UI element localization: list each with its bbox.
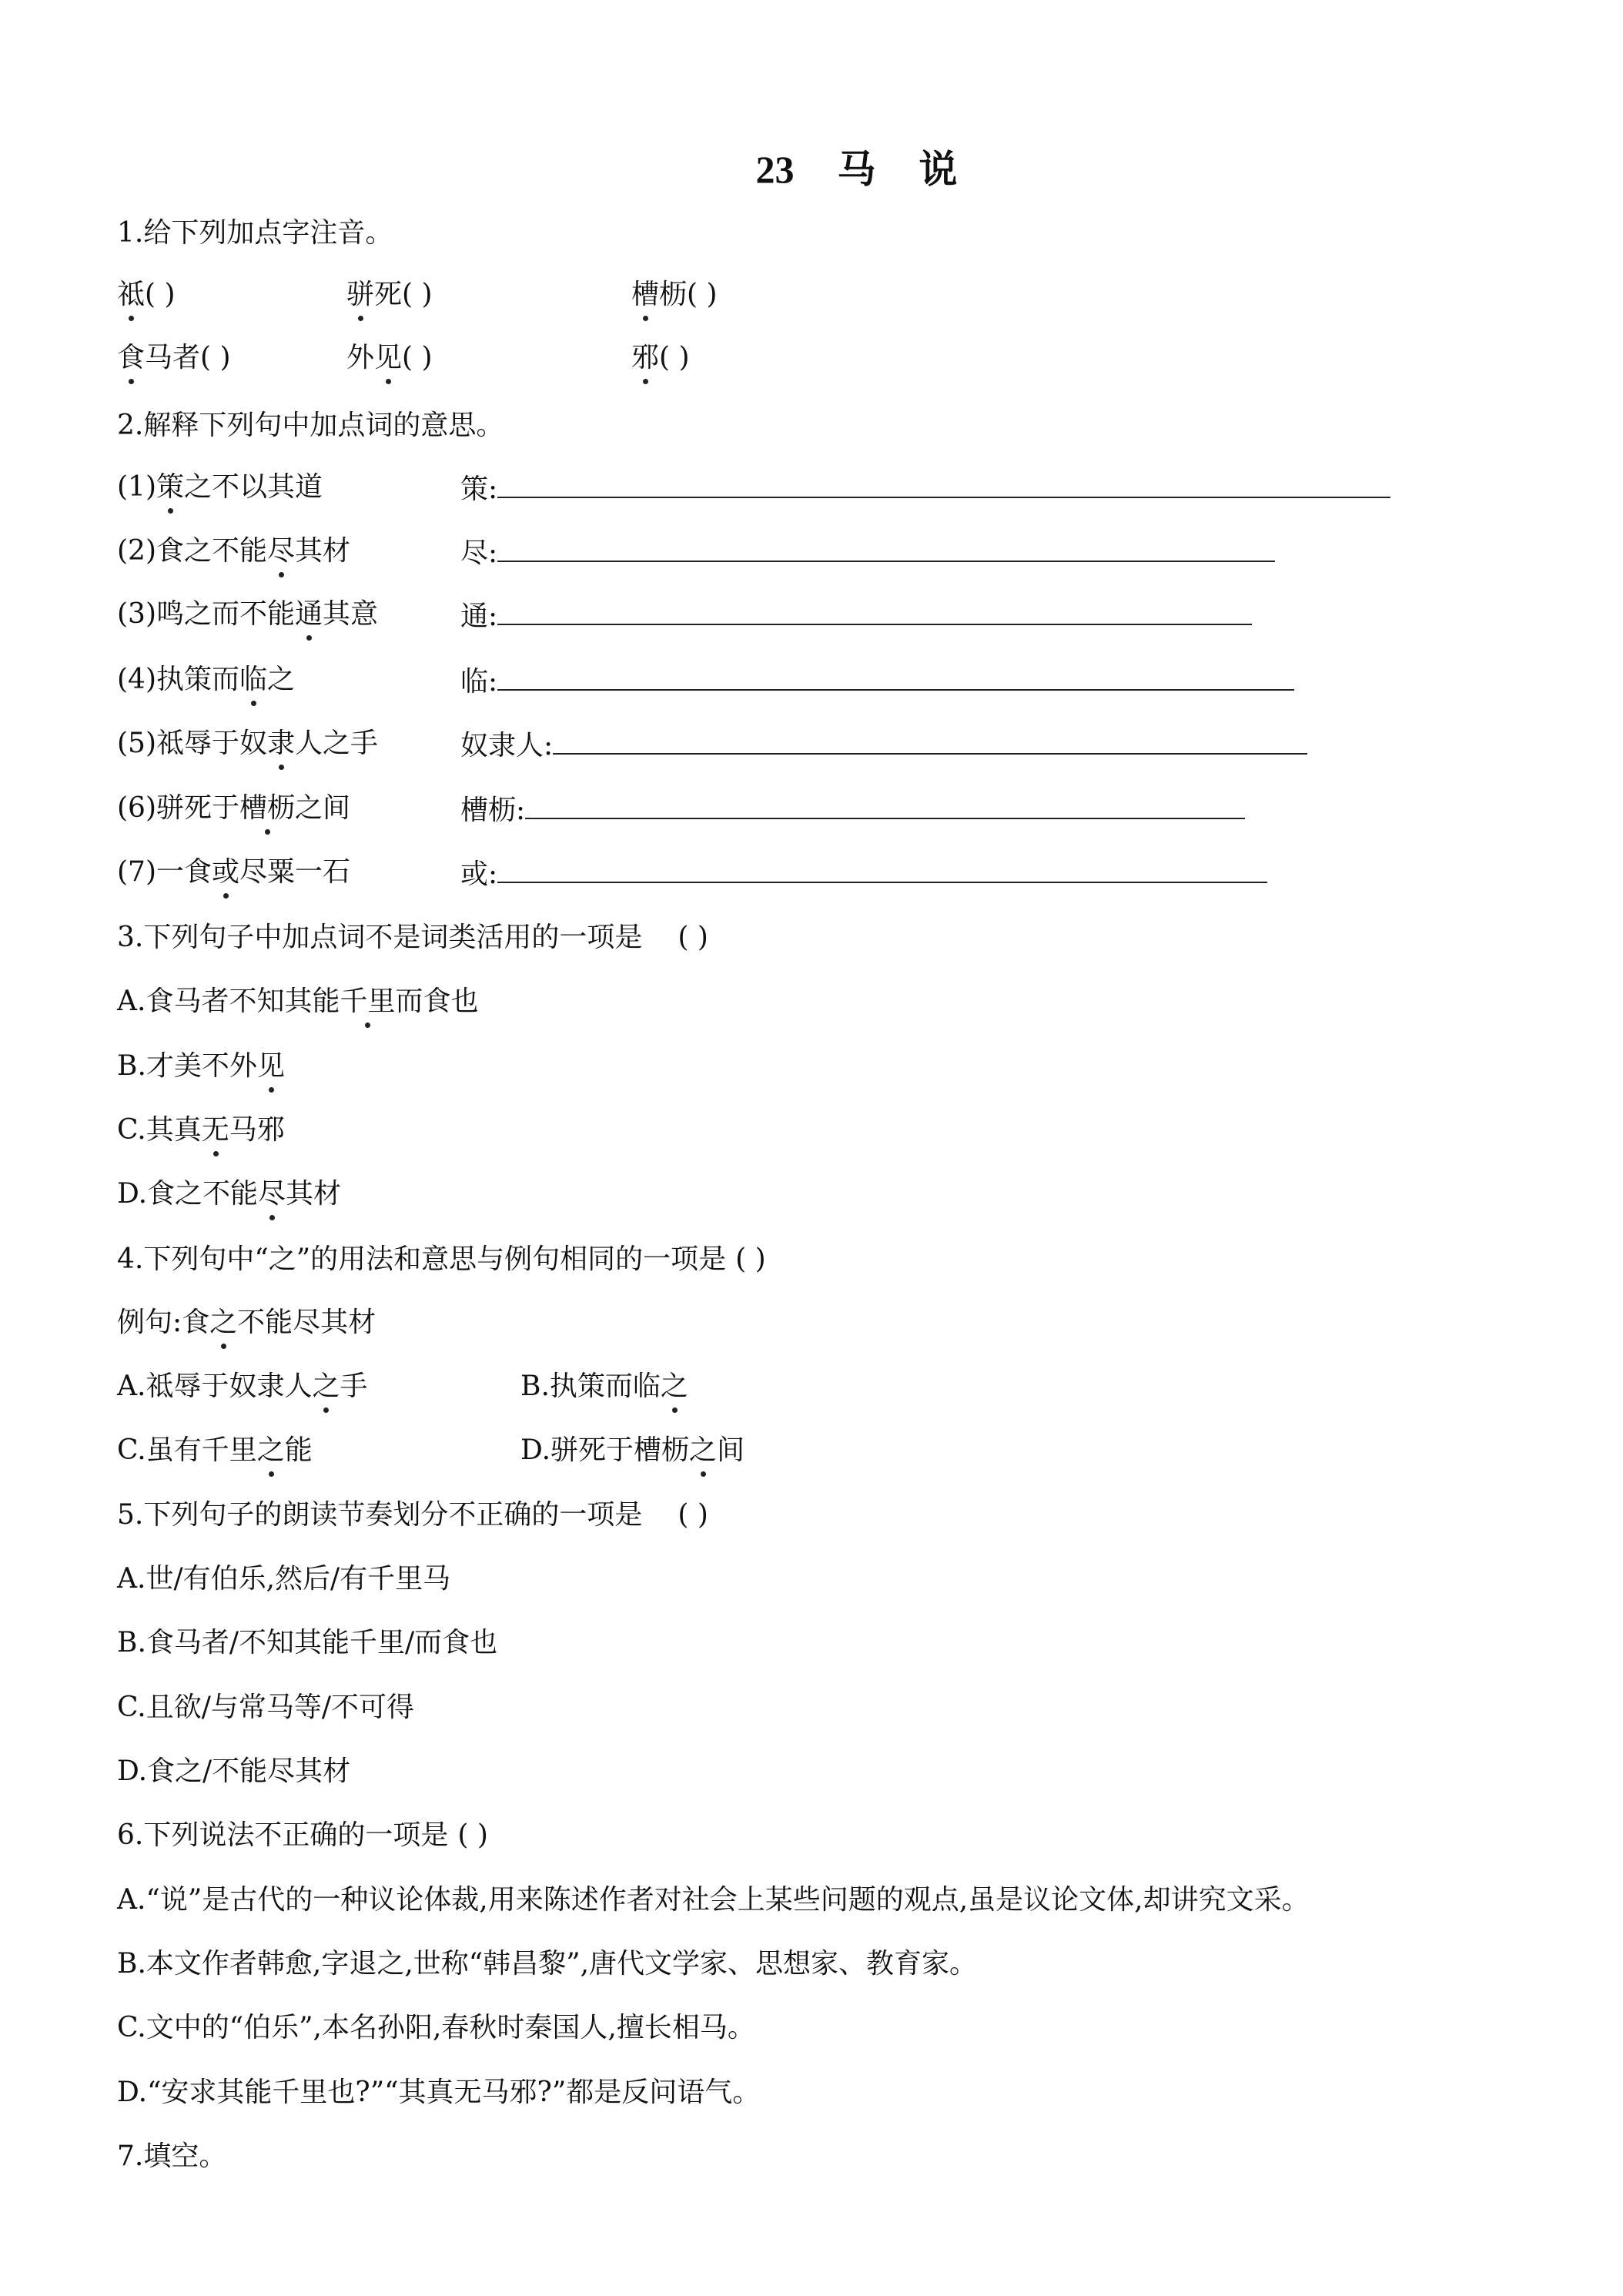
q5-stem: 5.下列句子的朗读节奏划分不正确的一项是 ( ) [117,1499,708,1531]
title-char-2: 说 [919,148,958,191]
dotted-char: 骈 [346,279,375,310]
dotted-word: 奴隶人 [239,728,323,759]
q5-option-d[interactable]: D.食之/不能尽其材 [117,1755,351,1787]
q1-item: 外见( ) [346,342,433,373]
q4-option-d[interactable]: D.骈死于槽枥之间 [520,1434,745,1466]
q6-option-b[interactable]: B.本文作者韩愈,字退之,世称“韩昌黎”,唐代文学家、思想家、教育家。 [117,1948,978,1980]
answer-paren[interactable]: ( ) [687,279,718,310]
answer-blank[interactable] [497,601,1252,625]
q1-item [117,281,176,309]
q5-option-c[interactable]: C.且欲/与常马等/不可得 [117,1692,414,1723]
answer-blank[interactable] [497,474,1390,498]
q6-option-d[interactable]: D.“安求其能千里也?”“其真无马邪?”都是反问语气。 [117,2077,761,2108]
answer-paren[interactable]: ( ) [678,1499,708,1531]
dotted-word: 槽枥 [239,792,296,824]
dotted-word: 或 [212,856,240,888]
dotted-char: 邪 [631,342,660,373]
dotted-word: 临 [239,664,268,695]
q3-option-a[interactable]: A.食马者不知其能千里而食也 [117,986,479,1017]
q2-answer [460,666,1294,696]
q6-stem: 6.下列说法不正确的一项是 ( ) [117,1819,488,1851]
dotted-char: 祗 [117,279,146,310]
q3-option-c[interactable]: C.其真无马邪 [117,1114,285,1146]
answer-paren[interactable]: ( ) [200,342,231,373]
title-char-1: 马 [837,148,876,191]
answer-blank[interactable] [525,795,1245,819]
dotted-word: 通 [295,598,323,630]
dotted-char: 见 [374,342,403,373]
lesson-number: 23 [755,148,795,191]
q6-option-c[interactable]: C.文中的“伯乐”,本名孙阳,春秋时秦国人,擅长相马。 [117,2012,755,2043]
q2-answer [460,474,1390,504]
q3-stem: 3.下列句子中加点词不是词类活用的一项是 ( ) [117,922,708,953]
answer-label: 或: [460,858,498,890]
q2-answer [460,537,1275,567]
q4-example: 例句:食之不能尽其材 [117,1307,376,1338]
q3-option-b[interactable]: B.才美不外见 [117,1050,285,1082]
q2-stem: 2.解释下列句中加点词的意思。 [117,410,504,441]
q2-item: (2)食之不能尽其材 [117,535,351,567]
answer-blank[interactable] [553,730,1307,755]
answer-paren[interactable]: ( ) [402,279,433,310]
q5-option-a[interactable]: A.世/有伯乐,然后/有千里马 [117,1563,451,1595]
q5-option-b[interactable]: B.食马者/不知其能千里/而食也 [117,1627,498,1658]
page-title [0,139,1623,194]
answer-label: 槽枥: [460,795,526,826]
q2-item: (6)骈死于槽枥之间 [117,792,351,824]
q6-option-a[interactable]: A.“说”是古代的一种议论体裁,用来陈述作者对社会上某些问题的观点,虽是议论文体,却讲究文采。 [117,1884,1310,1916]
dotted-char: 槽 [631,279,660,310]
q7-stem: 7.填空。 [117,2140,227,2172]
dotted-word: 策 [156,471,185,503]
q2-answer [460,795,1245,825]
q2-answer [460,601,1252,631]
q1-item: 骈死( ) [346,279,433,310]
answer-label: 奴隶人: [460,730,554,761]
dotted-word: 尽 [267,535,296,567]
q1-item [631,344,690,372]
answer-paren[interactable]: ( ) [735,1243,766,1275]
q3-option-d[interactable]: D.食之不能尽其材 [117,1178,342,1210]
q4-option-b[interactable]: B.执策而临之 [520,1371,688,1402]
answer-label: 策: [460,474,498,505]
q1-item: 食马者( ) [117,342,231,373]
answer-paren[interactable]: ( ) [659,342,690,373]
q1-item: 槽枥( ) [631,279,718,310]
answer-label: 尽: [460,537,498,569]
q2-answer [460,730,1307,760]
answer-label: 临: [460,666,498,698]
q4-option-a[interactable]: A.祗辱于奴隶人之手 [117,1371,368,1402]
answer-paren[interactable]: ( ) [678,922,708,953]
answer-paren[interactable]: ( ) [457,1819,488,1851]
q1-stem: 1.给下列加点字注音。 [117,217,393,249]
answer-blank[interactable] [497,858,1267,883]
dotted-char: 食 [117,342,146,373]
answer-blank[interactable] [497,666,1294,691]
q2-item: (4)执策而临之 [117,664,296,695]
answer-blank[interactable] [497,537,1275,562]
answer-paren[interactable]: ( ) [402,342,433,373]
answer-label: 通: [460,601,498,632]
q2-item: (5)祗辱于奴隶人之手 [117,728,379,759]
q2-answer [460,858,1267,889]
answer-paren[interactable]: ( ) [145,279,176,310]
q4-option-c[interactable]: C.虽有千里之能 [117,1434,313,1466]
q4-stem: 4.下列句中“之”的用法和意思与例句相同的一项是 ( ) [117,1243,766,1275]
q2-item: (1)策之不以其道 [117,471,323,503]
q2-item: (7)一食或尽粟一石 [117,856,351,888]
q2-item: (3)鸣之而不能通其意 [117,598,379,630]
